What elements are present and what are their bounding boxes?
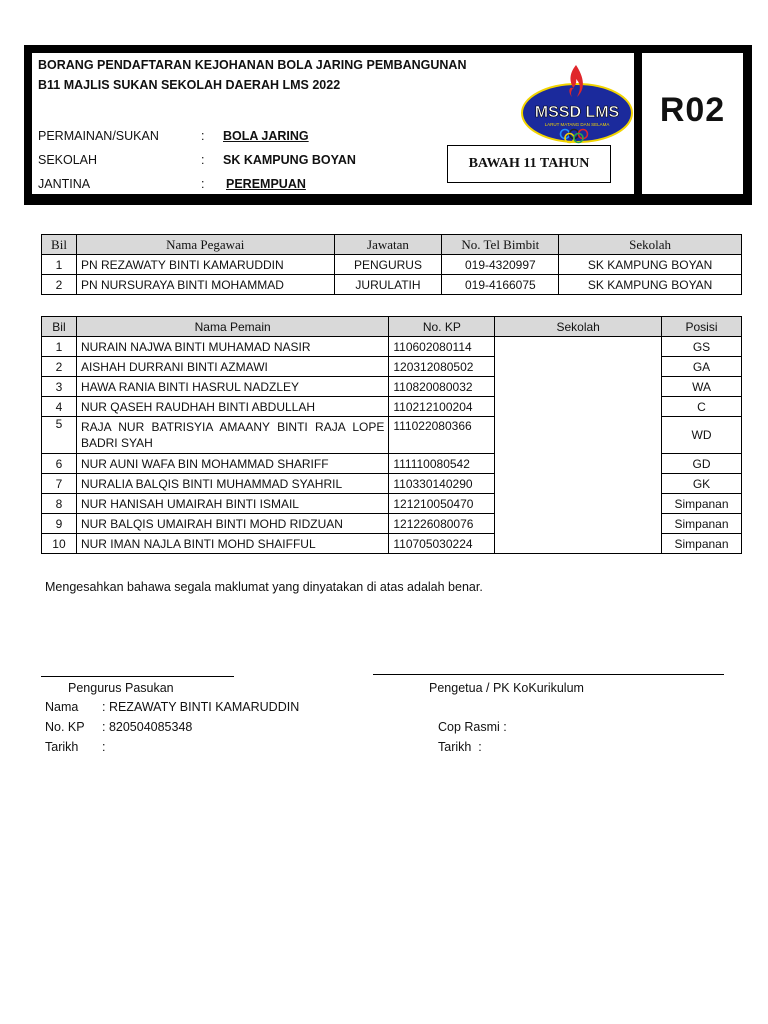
- field-colon: :: [201, 177, 205, 191]
- cell-posisi: Simpanan: [662, 494, 742, 514]
- left-signatory-role: Pengurus Pasukan: [68, 681, 174, 695]
- field-label: SEKOLAH: [38, 153, 98, 167]
- cell-bil: 2: [42, 357, 77, 377]
- date-label-right: Tarikh :: [438, 740, 482, 754]
- col-header: Posisi: [662, 317, 742, 337]
- field-label: JANTINA: [38, 177, 91, 191]
- form-code: R02: [659, 91, 726, 129]
- signature-line-right: [373, 674, 724, 675]
- field-colon: :: [201, 129, 205, 143]
- logo-text: MSSD LMS: [534, 104, 620, 121]
- cell-jawatan: JURULATIH: [334, 275, 442, 295]
- cell-bil: 4: [42, 397, 77, 417]
- form-title-line1: BORANG PENDAFTARAN KEJOHANAN BOLA JARING PEMBANGUNAN: [38, 58, 467, 72]
- confirmation-statement: Mengesahkan bahawa segala maklumat yang dinyatakan di atas adalah benar.: [45, 580, 483, 594]
- kp-label: No. KP: [45, 720, 85, 734]
- mssd-lms-logo: [520, 61, 638, 146]
- cell-sekolah: SK KAMPUNG BOYAN: [559, 275, 742, 295]
- cell-nama: HAWA RANIA BINTI HASRUL NADZLEY: [76, 377, 388, 397]
- cell-jawatan: PENGURUS: [334, 255, 442, 275]
- cell-kp: 111022080366: [389, 417, 495, 454]
- cell-posisi: WD: [662, 417, 742, 454]
- cell-bil: 3: [42, 377, 77, 397]
- col-header: Bil: [42, 317, 77, 337]
- officials-header-row: [42, 235, 742, 255]
- cell-posisi: GS: [662, 337, 742, 357]
- col-header: No. KP: [389, 317, 495, 337]
- table-row: [42, 275, 742, 295]
- field-label: PERMAINAN/SUKAN: [38, 129, 159, 143]
- col-header: Bil: [42, 235, 77, 255]
- col-header: No. Tel Bimbit: [442, 235, 559, 255]
- cell-kp: 121226080076: [389, 514, 495, 534]
- cell-posisi: WA: [662, 377, 742, 397]
- players-header-row: [42, 317, 742, 337]
- field-value: BOLA JARING: [223, 129, 309, 143]
- official-stamp-label: Cop Rasmi :: [438, 720, 507, 734]
- cell-kp: 110330140290: [389, 474, 495, 494]
- cell-posisi: GD: [662, 454, 742, 474]
- cell-sekolah-merged: [495, 337, 662, 554]
- cell-nama: NURALIA BALQIS BINTI MUHAMMAD SYAHRIL: [76, 474, 388, 494]
- cell-kp: 111110080542: [389, 454, 495, 474]
- cell-nama: RAJA NUR BATRISYIA AMAANY BINTI RAJA LOPE BADRI SYAH: [76, 417, 388, 454]
- cell-posisi: GK: [662, 474, 742, 494]
- cell-kp: 121210050470: [389, 494, 495, 514]
- cell-tel: 019-4166075: [442, 275, 559, 295]
- cell-nama: NUR QASEH RAUDHAH BINTI ABDULLAH: [76, 397, 388, 417]
- cell-sekolah: SK KAMPUNG BOYAN: [559, 255, 742, 275]
- field-value: PEREMPUAN: [226, 177, 306, 191]
- players-table: [41, 316, 742, 554]
- col-header: Jawatan: [334, 235, 442, 255]
- col-header: Nama Pegawai: [76, 235, 334, 255]
- form-code-panel: [642, 53, 743, 194]
- cell-bil: 1: [42, 337, 77, 357]
- cell-tel: 019-4320997: [442, 255, 559, 275]
- field-colon: :: [201, 153, 205, 167]
- header-main-panel: [32, 53, 634, 194]
- cell-posisi: C: [662, 397, 742, 417]
- cell-nama: NUR AUNI WAFA BIN MOHAMMAD SHARIFF: [76, 454, 388, 474]
- cell-bil: 2: [42, 275, 77, 295]
- name-value: : REZAWATY BINTI KAMARUDDIN: [102, 700, 300, 714]
- col-header: Nama Pemain: [76, 317, 388, 337]
- table-row: [42, 255, 742, 275]
- date-label-left: Tarikh: [45, 740, 79, 754]
- cell-bil: 10: [42, 534, 77, 554]
- cell-posisi: GA: [662, 357, 742, 377]
- cell-posisi: Simpanan: [662, 514, 742, 534]
- age-category-box: BAWAH 11 TAHUN: [447, 145, 611, 183]
- name-label: Nama: [45, 700, 79, 714]
- kp-value: : 820504085348: [102, 720, 193, 734]
- signature-line-left: [41, 676, 234, 677]
- cell-posisi: Simpanan: [662, 534, 742, 554]
- field-value: SK KAMPUNG BOYAN: [223, 153, 356, 167]
- cell-kp: 110212100204: [389, 397, 495, 417]
- cell-nama: AISHAH DURRANI BINTI AZMAWI: [76, 357, 388, 377]
- cell-bil: 8: [42, 494, 77, 514]
- cell-kp: 120312080502: [389, 357, 495, 377]
- date-value-left: :: [102, 740, 106, 754]
- form-header: [24, 45, 752, 205]
- table-row: [42, 337, 742, 357]
- cell-kp: 110820080032: [389, 377, 495, 397]
- cell-bil: 5: [42, 417, 77, 454]
- cell-bil: 1: [42, 255, 77, 275]
- officials-table: [41, 234, 742, 295]
- cell-nama: NURAIN NAJWA BINTI MUHAMAD NASIR: [76, 337, 388, 357]
- cell-bil: 6: [42, 454, 77, 474]
- cell-nama: PN REZAWATY BINTI KAMARUDDIN: [76, 255, 334, 275]
- cell-kp: 110705030224: [389, 534, 495, 554]
- logo-tagline: LARUT MATANG DAN SELAMA: [544, 122, 610, 127]
- form-title-line2: B11 MAJLIS SUKAN SEKOLAH DAERAH LMS 2022: [38, 78, 341, 92]
- cell-nama: PN NURSURAYA BINTI MOHAMMAD: [76, 275, 334, 295]
- cell-bil: 9: [42, 514, 77, 534]
- cell-kp: 110602080114: [389, 337, 495, 357]
- col-header: Sekolah: [559, 235, 742, 255]
- cell-nama: NUR IMAN NAJLA BINTI MOHD SHAIFFUL: [76, 534, 388, 554]
- cell-nama: NUR HANISAH UMAIRAH BINTI ISMAIL: [76, 494, 388, 514]
- cell-bil: 7: [42, 474, 77, 494]
- col-header: Sekolah: [495, 317, 662, 337]
- cell-nama: NUR BALQIS UMAIRAH BINTI MOHD RIDZUAN: [76, 514, 388, 534]
- right-signatory-role: Pengetua / PK KoKurikulum: [429, 681, 584, 695]
